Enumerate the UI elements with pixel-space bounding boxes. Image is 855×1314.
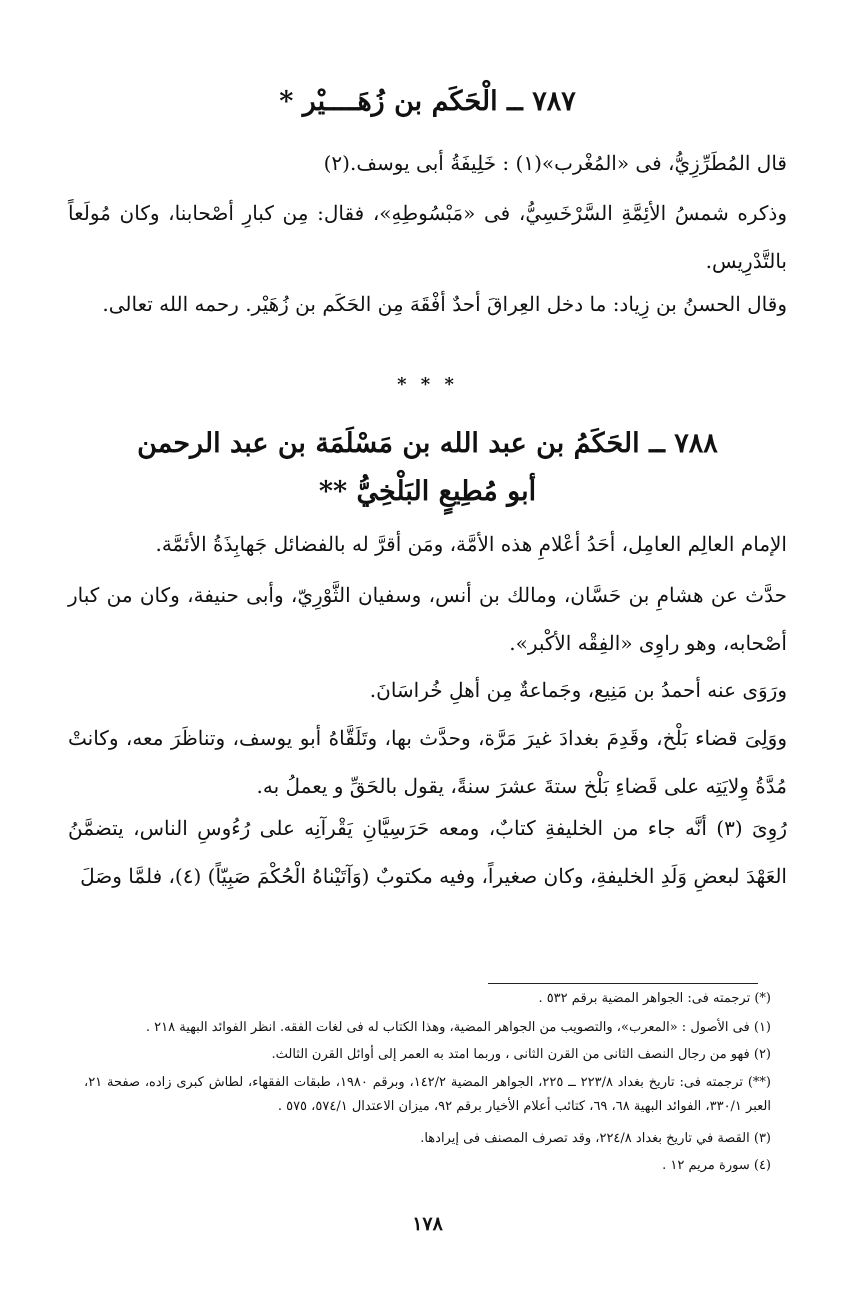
footnote-1: (١) فى الأصول : «المعرب»، والتصويب من الجواهر المضية، وهذا الكتاب له فى لغات الفقه. انظر الفوائد البهية ٢١٨ .: [145, 1020, 771, 1035]
footnote-double-star: (**) ترجمته فى: تاريخ بغداد ٢٢٣/٨ ــ ٢٢٥، الجواهر المضية ١٤٢/٢، وبرقم ١٩٨٠، طبقات الفقهاء، لطاش كبرى زاده، صفحة ٢١، العبر ٣٣٠/١، الفوائد البهية ٦٨، ٦٩، كتائب أعلام الأخيار برقم ٩٢، ميزان الاعتدال ٥٧٤/١، ٥٧٥ .: [84, 1075, 771, 1114]
entry-787-heading: ٧٨٧ ــ الْحَكَم بن زُهَــــيْر *: [279, 86, 576, 117]
entry-788-paragraph-2: حدَّث عن هشامِ بن حَسَّان، ومالك بن أنس، وسفيان الثَّوْرِيّ، وأبى حنيفة، وكان من كبار أصْحابه، وهو راوِى «الفِقْه الأكْبر».: [68, 583, 787, 655]
page-number: ١٧٨: [412, 1213, 443, 1235]
entry-788-paragraph-4: ووَلِىَ قضاء بَلْخ، وقَدِمَ بغدادَ غيرَ مَرَّة، وحدَّث بها، وتَلَقَّاهُ أبو يوسف، وتناظَرَ معه، وكانتْ مُدَّةُ وِلايَتِه على قَضاءِ بَلْخ ستةَ عشرَ سنةً، يقول بالحَقِّ و يعملُ به.: [68, 726, 787, 798]
entry-788-heading-line-2: أبو مُطِيعٍ البَلْخِيُّ **: [318, 476, 537, 507]
entry-788-paragraph-1: الإمام العالِم العامِل، أحَدُ أعْلامِ هذه الأمَّة، ومَن أقرَّ له بالفضائل جَهابِذَةُ الأئمَّة.: [155, 532, 787, 556]
footnote-2: (٢) فهو من رجال النصف الثانى من القرن الثانى ، وربما امتد به العمر إلى أوائل القرن الثالث.: [271, 1047, 771, 1062]
section-separator: * * *: [397, 374, 458, 395]
entry-787-paragraph-2: وذكره شمسُ الأئِمَّةِ السَّرْخَسِيُّ، فى «مَبْسُوطِهِ»، فقال: مِن كبارِ أصْحابنا، وكان مُولَعاً بالتَّدْرِيس.: [68, 201, 787, 273]
footnote-4: (٤) سورة مريم ١٢ .: [662, 1158, 771, 1173]
entry-787-paragraph-1: قال المُطَرِّزِيُّ، فى «المُغْرب»(١) : خَلِيفَةُ أبى يوسف.(٢): [323, 151, 787, 175]
entry-787-paragraph-3: وقال الحسنُ بن زِياد: ما دخل العِراقَ أحدٌ أفْقَهَ مِن الحَكَم بن زُهَيْر. رحمه الله تعالى.: [102, 292, 787, 316]
footnote-3: (٣) القصة في تاريخ بغداد ٢٢٤/٨، وقد تصرف المصنف فى إيرادها.: [420, 1131, 771, 1146]
entry-788-paragraph-3: ورَوَى عنه أحمدُ بن مَنِيع، وجَماعةٌ مِن أهلِ خُراسَانَ.: [369, 678, 787, 702]
footnote-star: (*) ترجمته فى: الجواهر المضية برقم ٥٣٢ .: [538, 991, 771, 1006]
entry-788-paragraph-5: رُوِىَ (٣) أنَّه جاء من الخليفةِ كتابٌ، ومعه حَرَسِيَّانِ يَقْرآنِه على رُءُوسِ الناس، يتضمَّنُ العَهْدَ لبعضِ وَلَدِ الخليفةِ، وكان صغيراً، وفيه مكتوبٌ (وَآتَيْناهُ الْحُكْمَ صَبِيّاً) (٤)، فلمَّا وصَلَ: [68, 816, 787, 888]
entry-788-heading-line-1: ٧٨٨ ــ الحَكَمُ بن عبد الله بن مَسْلَمَة بن عبد الرحمن: [137, 428, 718, 459]
footnote-divider: [488, 983, 758, 984]
